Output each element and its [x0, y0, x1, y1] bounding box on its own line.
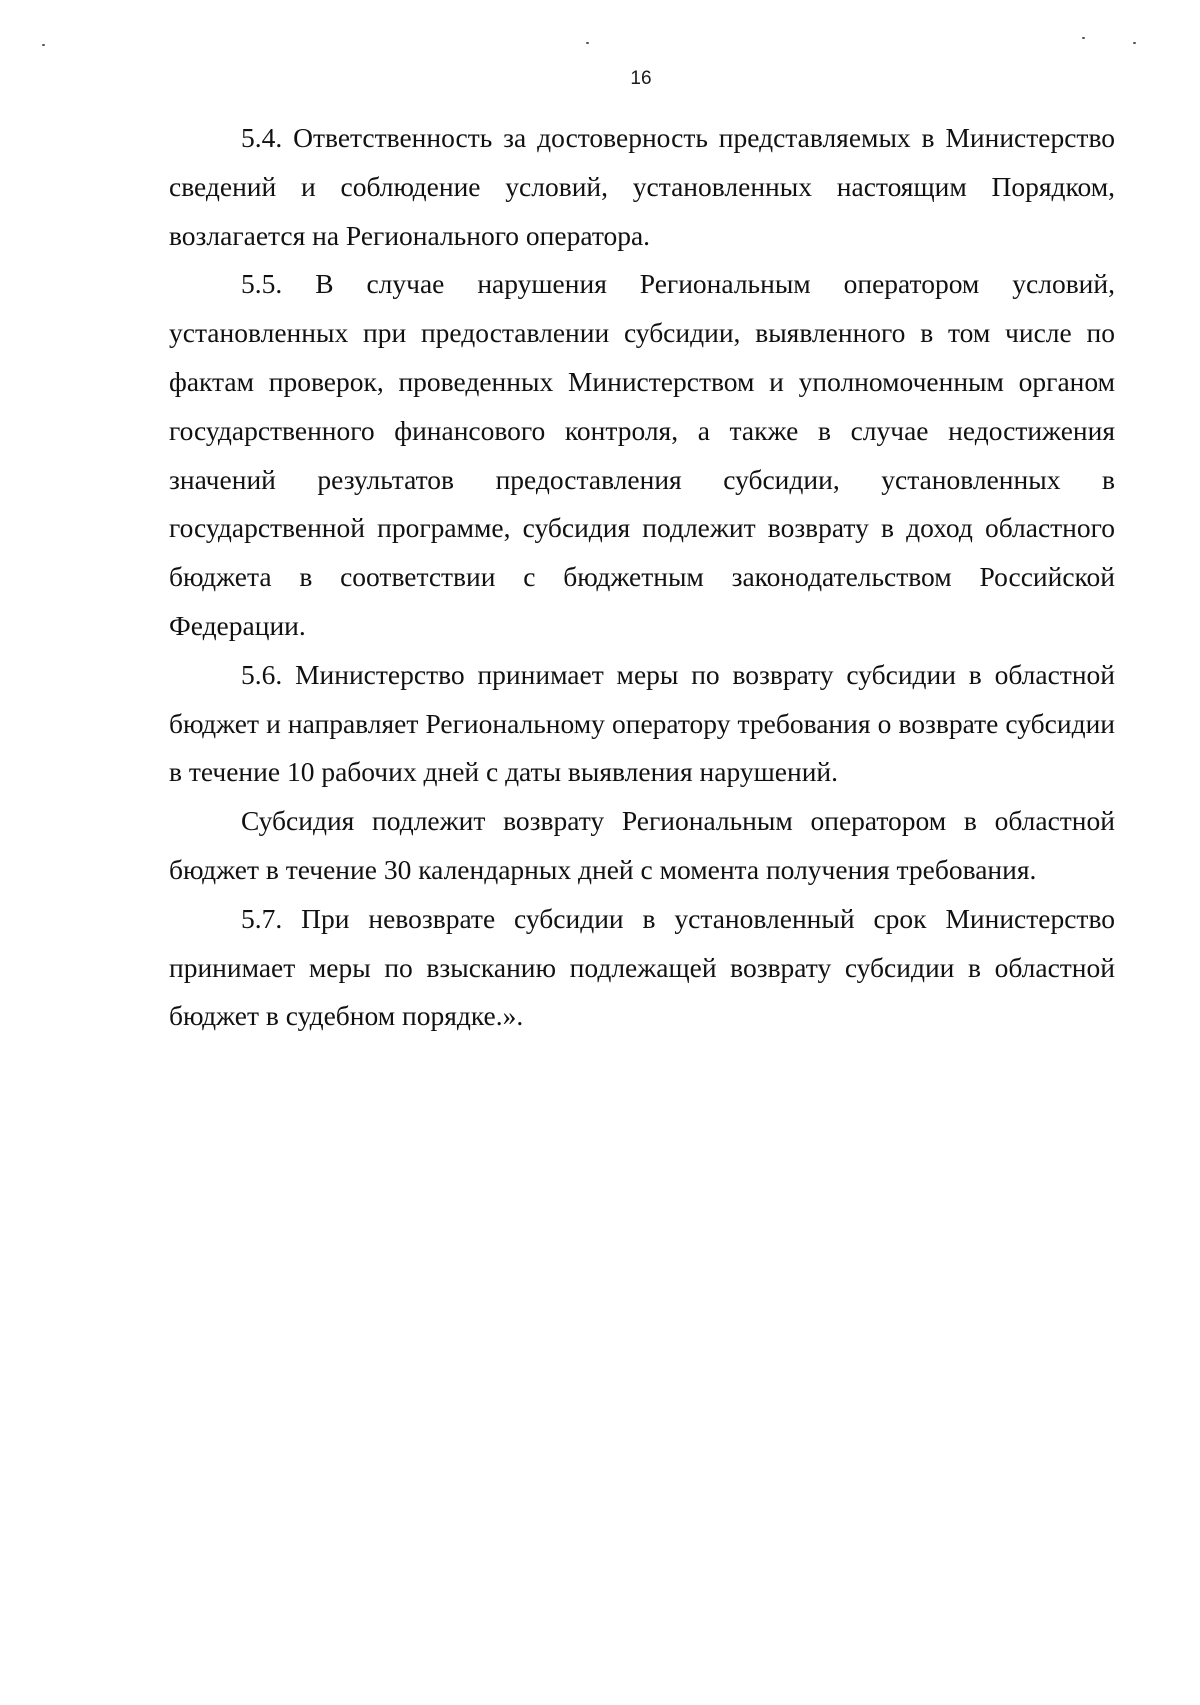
paragraph-5-7: 5.7. При невозврате субсидии в установленный срок Министерство принимает меры по взысканию подлежащей возврату субсидии в областной бюджет в судебном порядке.».: [169, 902, 1115, 1032]
scan-speck: [1082, 37, 1085, 39]
scan-speck: [586, 42, 589, 44]
scan-speck: [42, 44, 45, 46]
paragraph-5-5: 5.5. В случае нарушения Региональным оператором условий, установленных при предоставлении субсидии, выявленного в том числе по фактам проверок, проведенных Министерством и уполномоченным органом государственного финансового контроля, а также в случае недостижения значений результатов предоставления субсидии, установленных в государственной программе, субсидия подлежит возврату в доход областного бюджета в соответствии с бюджетным законодательством Российской Федерации.: [169, 268, 1115, 641]
paragraph-5-4: 5.4. Ответственность за достоверность представляемых в Министерство сведений и соблюдение условий, установленных настоящим Порядком, возлагается на Регионального оператора.: [169, 122, 1115, 251]
paragraph-subsidy-return: Субсидия подлежит возврату Региональным оператором в областной бюджет в течение 30 календарных дней с момента получения требования.: [169, 805, 1115, 885]
paragraph-5-6: 5.6. Министерство принимает меры по возврату субсидии в областной бюджет и направляет Региональному оператору требования о возврате субсидии в течение 10 рабочих дней с даты выявления нарушений.: [169, 658, 1115, 788]
page-number: 16: [630, 68, 652, 89]
scan-speck: [1133, 42, 1136, 44]
document-body: [169, 114, 1115, 1041]
